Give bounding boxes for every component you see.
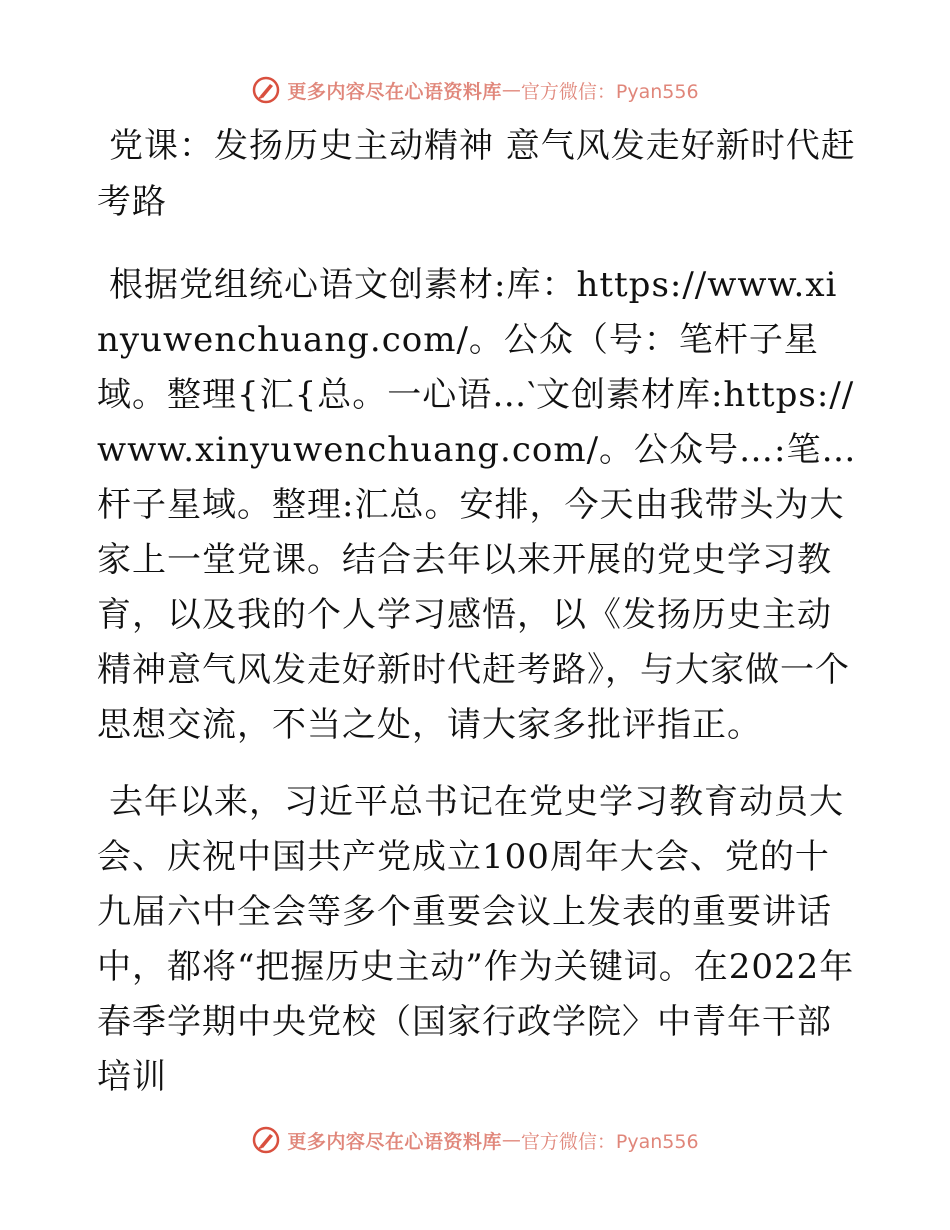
footer-contact: 官方微信：Pyan556 bbox=[520, 1130, 699, 1153]
footer-slogan: 更多内容尽在心语资料库 bbox=[287, 1130, 502, 1153]
banner-slogan: 更多内容尽在心语资料库 bbox=[287, 80, 502, 103]
banner-contact: 官方微信：Pyan556 bbox=[520, 80, 699, 103]
title-line-1: 党课：发扬历史主动精神 意气风发走好新时代赶 bbox=[109, 126, 856, 166]
footer-banner bbox=[0, 1120, 950, 1160]
quill-pen-logo-icon bbox=[251, 1125, 281, 1155]
quill-pen-logo-icon bbox=[251, 75, 281, 105]
document-body bbox=[97, 118, 857, 1105]
paragraph-1: 根据党组统心语文创素材:库：https://www.xinyuwenchuang.com/。公众（号：笔杆子星域。整理{汇{总。一心语…‵文创素材库:https://www.xinyuwenchuang.com/。公众号…:笔…杆子星域。整理:汇总。安排，今天由我带头为大家上一堂党课。结合去年以来开展的党史学习教育，以及我的个人学习感悟，以《发扬历史主动精神意气风发走好新时代赶考路》，与大家做一个思想交流，不当之处，请大家多批评指正。 bbox=[97, 265, 857, 745]
paragraph-2: 去年以来，习近平总书记在党史学习教育动员大会、庆祝中国共产党成立100周年大会、党的十九届六中全会等多个重要会议上发表的重要讲话中，都将“把握历史主动”作为关键词。在2022年春季学期中央党校（国家行政学院〉中青年干部培训 bbox=[97, 782, 855, 1097]
document-title bbox=[97, 118, 857, 230]
header-banner bbox=[0, 70, 950, 110]
banner-separator: — bbox=[501, 79, 521, 101]
title-line-2: 考路 bbox=[97, 182, 167, 222]
footer-separator: — bbox=[501, 1129, 521, 1151]
